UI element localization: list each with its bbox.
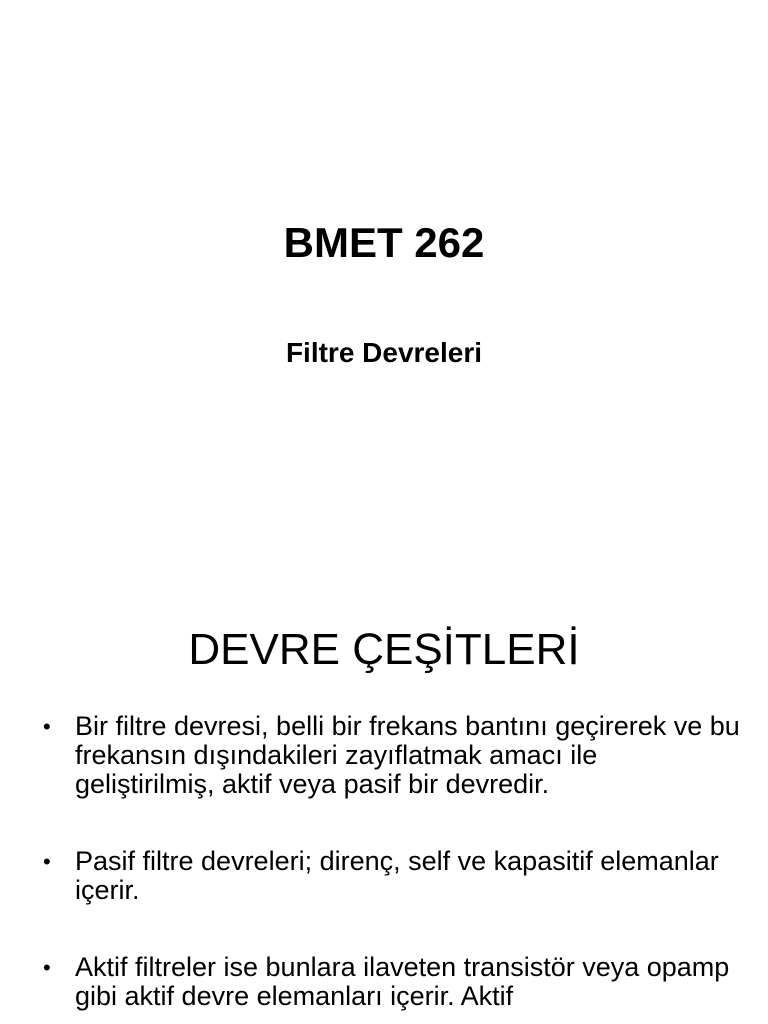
list-item [40,953,740,1011]
slide-title: BMET 262 [283,219,485,266]
bullet-icon: • [43,955,51,980]
bullet-text: Aktif filtreler ise bunlara ilaveten transistör veya opamp gibi aktif devre elemanları içerir. Aktif [75,952,730,1011]
bullet-icon: • [43,714,51,739]
list-item [40,847,740,905]
bullet-text: Bir filtre devresi, belli bir frekans bantını geçirerek ve bu frekansın dışındakileri zayıflatmak amacı ile geliştirilmiş, aktif veya pasif bir devredir. [75,711,740,799]
list-item [40,712,740,799]
bullet-text: Pasif filtre devreleri; direnç, self ve kapasitif elemanlar içerir. [75,846,719,905]
bullet-list [40,712,740,1011]
slide-subtitle: Filtre Devreleri [285,337,483,368]
bullet-icon: • [43,849,51,874]
section-title: DEVRE ÇEŞİTLERİ [188,625,580,674]
